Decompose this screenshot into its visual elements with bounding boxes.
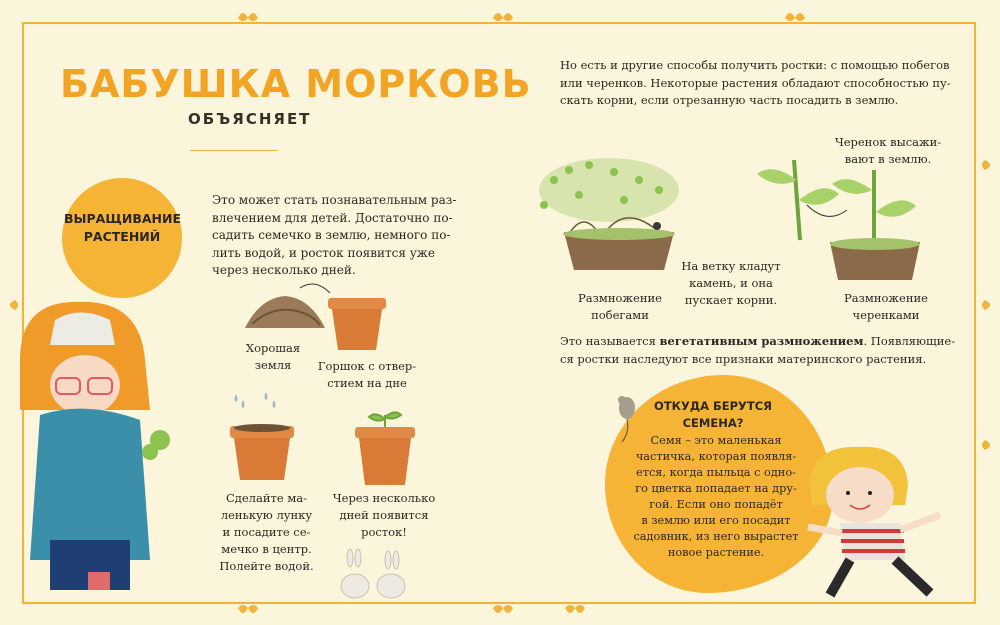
intro-line: влечением для детей. Достаточно по-	[212, 210, 453, 225]
intro-line: лить водой, и росток появится уже	[212, 245, 435, 260]
boy-illustration	[800, 445, 970, 605]
shoots-caption-line: побегами	[591, 308, 649, 322]
soil-pile-illustration	[240, 280, 330, 335]
vegetative-text: Это называется	[560, 334, 656, 348]
soil-caption	[228, 340, 318, 374]
caption-line: Сделайте ма-	[225, 491, 308, 505]
vegetative-text: . Появляющие-	[863, 334, 956, 348]
caption-line: дней появится	[339, 508, 429, 522]
stone-note-line: На ветку кладут	[681, 259, 781, 273]
seeds-text-line: новое растение.	[667, 546, 765, 559]
right-intro-paragraph	[560, 57, 960, 110]
right-intro-line: или черенков. Некоторые растения обладают способностью пу-	[560, 75, 951, 90]
seeds-text-line: ется, когда пыльца с одно-	[636, 466, 796, 479]
caption-line: и посадите се-	[222, 525, 311, 539]
seeds-text-line: в землю или его посадит	[641, 514, 791, 527]
seeds-text-line: го цветка попадает на дру-	[635, 482, 797, 495]
cuttings-caption-line: Размножение	[844, 291, 928, 305]
seeds-heading-line: ОТКУДА БЕРУТСЯ	[653, 399, 773, 413]
stone-note-line: пускает корни.	[684, 293, 778, 307]
seeding-pot-illustration	[226, 388, 298, 482]
caption-line: мечко в центр.	[221, 542, 312, 556]
page-subtitle: ОБЪЯСНЯЕТ	[188, 110, 312, 128]
shoot-propagation-illustration	[524, 150, 694, 280]
badge-line-1: ВЫРАЩИВАНИЕ	[64, 211, 182, 226]
caption-line: росток!	[361, 525, 407, 539]
seeds-text-line: Семя – это маленькая	[650, 434, 782, 447]
vegetative-term: вегетативным размножением	[659, 334, 864, 348]
stone-note	[676, 258, 786, 309]
bunnies-illustration	[333, 548, 413, 600]
right-intro-line: Но есть и другие способы получить ростки: с помощью побегов	[560, 58, 950, 72]
vegetative-paragraph	[560, 333, 960, 368]
cutting-note-line: вают в землю.	[844, 152, 932, 166]
cutting-note-line: Черенок высажи-	[834, 135, 942, 149]
stone-note-line: камень, и она	[689, 276, 773, 290]
seeds-heading-line: СЕМЕНА?	[682, 416, 744, 430]
vegetative-line-1	[560, 333, 960, 351]
shoots-caption-line: Размножение	[578, 291, 662, 305]
topic-badge-label	[64, 210, 180, 246]
shoots-caption	[560, 290, 680, 324]
seeds-text-line: гой. Если оно попадёт	[649, 498, 783, 511]
caption-line: Через несколько	[332, 491, 436, 505]
seeds-text-line: частичка, которая появля-	[635, 450, 797, 463]
sprout-caption	[328, 490, 440, 541]
caption-line: земля	[254, 358, 292, 372]
empty-pot-illustration	[326, 296, 388, 352]
seeds-heading	[648, 398, 778, 432]
page-title: БАБУШКА МОРКОВЬ	[60, 62, 532, 106]
seeds-text	[612, 433, 820, 561]
caption-line: ленькую лунку	[220, 508, 313, 522]
intro-line: через несколько дней.	[212, 263, 356, 277]
caption-line: Хорошая	[245, 341, 301, 355]
seeds-text-line: садовник, из него вырастет	[633, 530, 799, 543]
vegetative-line-2: ся ростки наследуют все признаки материнского растения.	[560, 351, 927, 366]
sprout-pot-illustration	[352, 405, 418, 487]
grandmother-illustration	[0, 300, 200, 600]
pot-caption	[312, 358, 422, 392]
cuttings-caption	[826, 290, 946, 324]
cutting-note	[828, 134, 948, 168]
title-divider	[190, 150, 278, 151]
intro-paragraph	[212, 192, 457, 280]
cuttings-caption-line: черенками	[852, 308, 920, 322]
right-intro-line: скать корни, если отрезанную часть посадить в землю.	[560, 93, 899, 107]
intro-line: садить семечко в землю, немного по-	[212, 228, 451, 242]
caption-line: Горшок с отвер-	[317, 359, 417, 373]
caption-line: Полейте водой.	[219, 559, 314, 573]
badge-line-2: РАСТЕНИЙ	[83, 229, 161, 244]
intro-line: Это может стать познавательным раз-	[212, 193, 457, 207]
caption-line: стием на дне	[327, 376, 407, 390]
plant-caption	[214, 490, 319, 575]
